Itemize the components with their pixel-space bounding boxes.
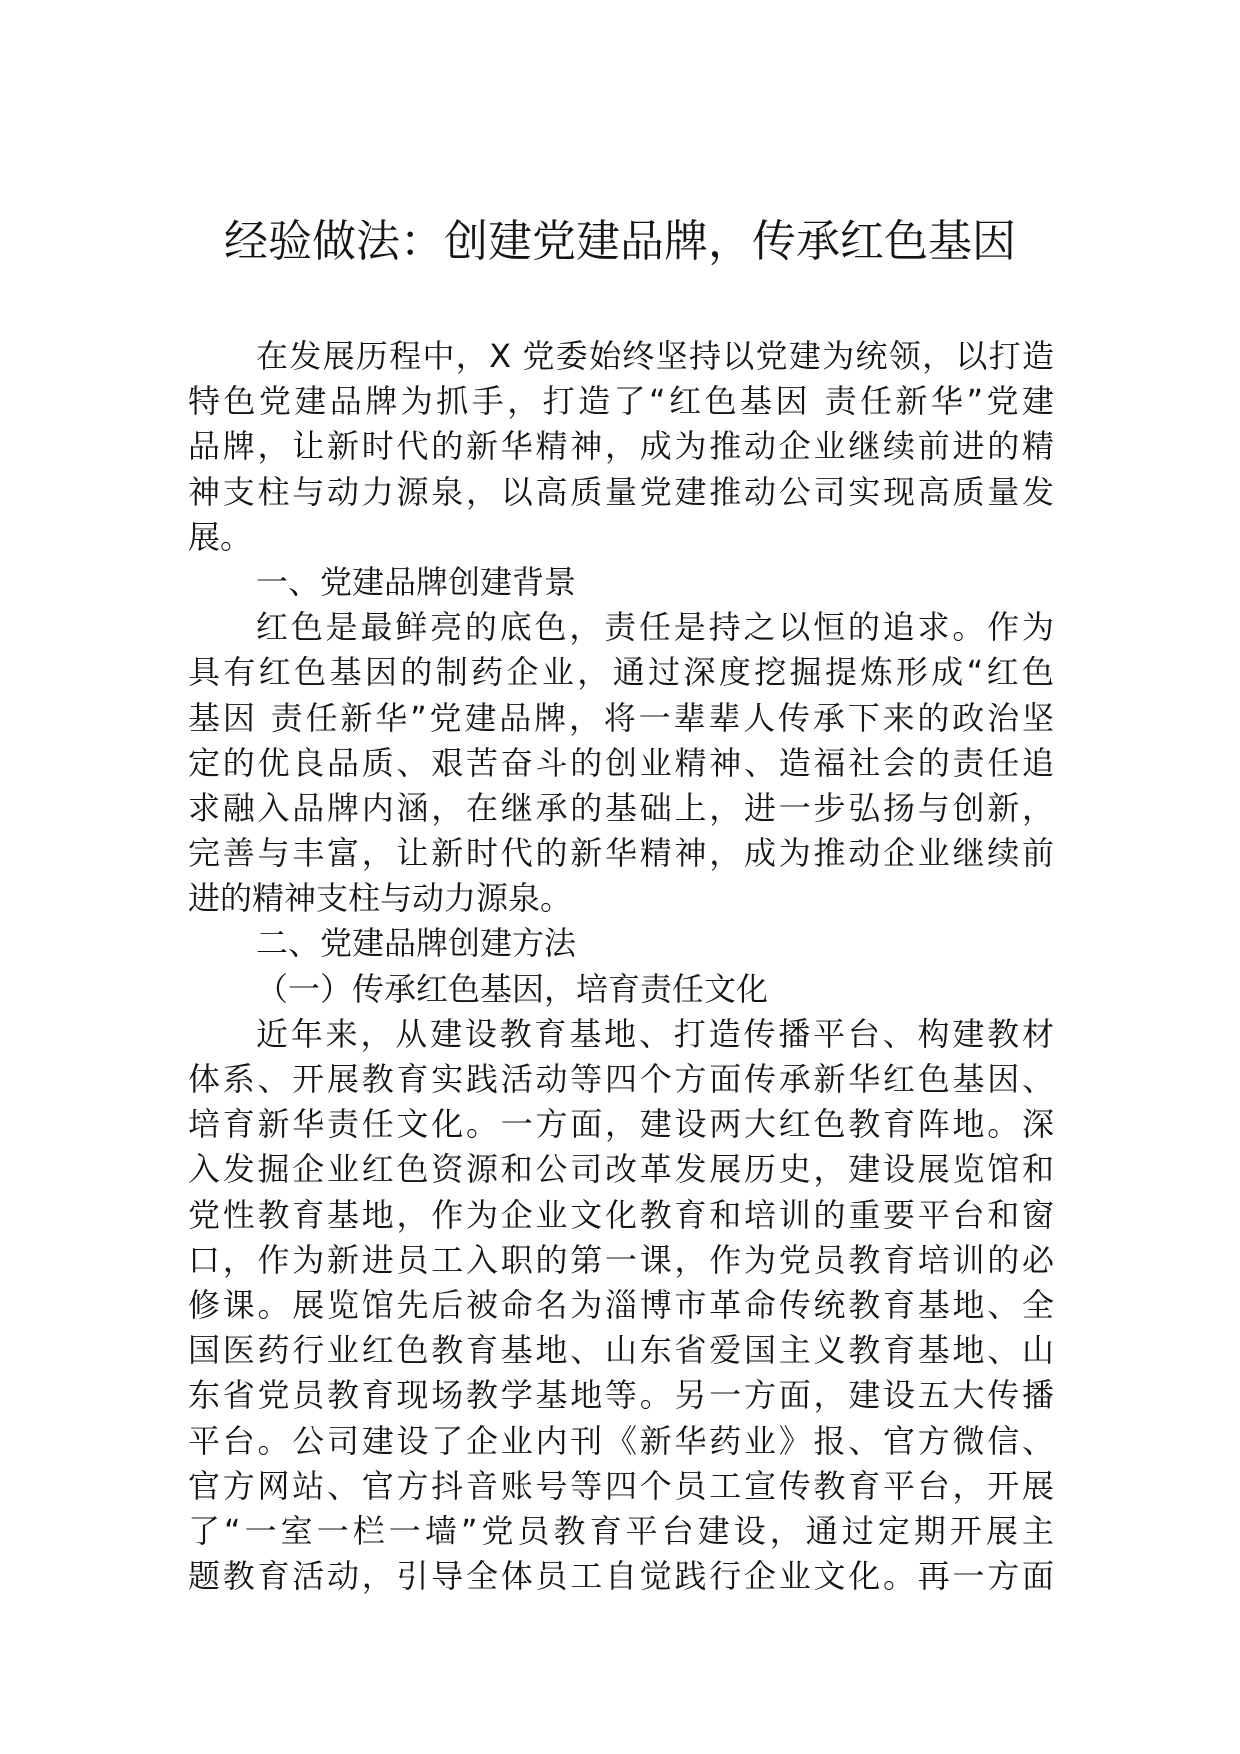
paragraph-line: 题教育活动，引导全体员工自觉践行企业文化。再一方面 (188, 1557, 1054, 1596)
paragraph-line: 神支柱与动力源泉，以高质量党建推动公司实现高质量发 (188, 472, 1054, 511)
paragraph-line: 红色是最鲜亮的底色，责任是持之以恒的追求。作为 (256, 608, 1054, 647)
section-heading: 一、党建品牌创建背景 (256, 562, 577, 601)
paragraph-line: 修课。展览馆先后被命名为淄博市革命传统教育基地、全 (188, 1285, 1054, 1324)
paragraph-line: 定的优良品质、艰苦奋斗的创业精神、造福社会的责任追 (188, 743, 1054, 782)
paragraph-line: 进的精神支柱与动力源泉。 (188, 879, 573, 918)
subsection-heading: （一）传承红色基因，培育责任文化 (256, 969, 769, 1008)
document-body (188, 334, 1054, 1599)
paragraph-line: 培育新华责任文化。一方面，建设两大红色教育阵地。深 (188, 1105, 1054, 1144)
document-title: 经验做法：创建党建品牌，传承红色基因 (224, 216, 1016, 267)
paragraph-line: 基因 责任新华”党建品牌，将一辈辈人传承下来的政治坚 (188, 698, 1054, 737)
paragraph-line: 党性教育基地，作为企业文化教育和培训的重要平台和窗 (188, 1195, 1054, 1234)
paragraph-line: 在发展历程中，X 党委始终坚持以党建为统领，以打造 (256, 337, 1054, 375)
paragraph-line: 具有红色基因的制药企业，通过深度挖掘提炼形成“红色 (188, 653, 1054, 692)
paragraph-line: 完善与丰富，让新时代的新华精神，成为推动企业继续前 (188, 834, 1054, 873)
paragraph-line: 近年来，从建设教育基地、打造传播平台、构建教材 (256, 1014, 1054, 1053)
paragraph-line: 官方网站、官方抖音账号等四个员工宣传教育平台，开展 (188, 1466, 1054, 1505)
paragraph-line: 求融入品牌内涵，在继承的基础上，进一步弘扬与创新， (188, 788, 1054, 827)
paragraph-line: 平台。公司建设了企业内刊《新华药业》报、官方微信、 (188, 1421, 1054, 1460)
paragraph-line: 展。 (188, 517, 253, 556)
paragraph-line: 东省党员教育现场教学基地等。另一方面，建设五大传播 (188, 1376, 1054, 1415)
paragraph-line: 体系、开展教育实践活动等四个方面传承新华红色基因、 (188, 1060, 1054, 1098)
paragraph-line: 了“一室一栏一墙”党员教育平台建设，通过定期开展主 (188, 1511, 1054, 1550)
paragraph-line: 国医药行业红色教育基地、山东省爱国主义教育基地、山 (188, 1331, 1054, 1370)
paragraph-line: 品牌，让新时代的新华精神，成为推动企业继续前进的精 (188, 427, 1054, 466)
paragraph-line: 口，作为新进员工入职的第一课，作为党员教育培训的必 (188, 1240, 1054, 1279)
paragraph-line: 特色党建品牌为抓手，打造了“红色基因 责任新华”党建 (188, 382, 1054, 421)
section-heading: 二、党建品牌创建方法 (256, 924, 577, 963)
paragraph-line: 入发掘企业红色资源和公司改革发展历史，建设展览馆和 (188, 1150, 1054, 1189)
